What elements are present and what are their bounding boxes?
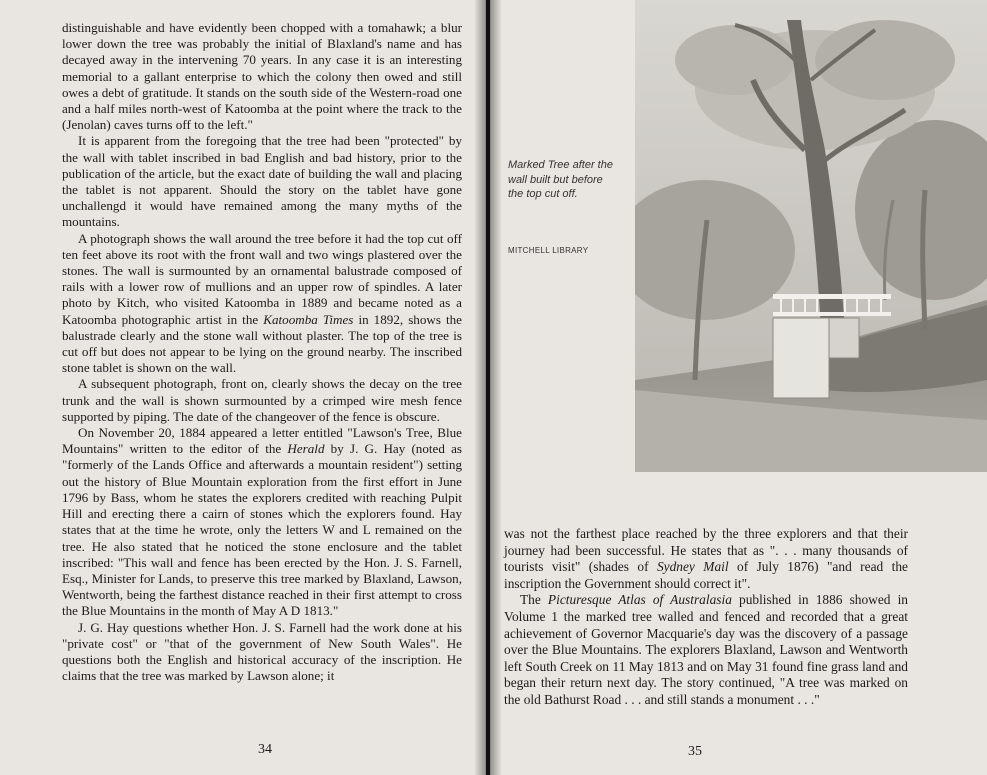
paragraph-4: A subsequent photograph, front on, clearly shows the decay on the tree trunk and the wall is shown surmounted by a crimped wire mesh fence supported by piping. The date of the changeover of the fence is obscure. — [62, 376, 462, 424]
paragraph-6: J. G. Hay questions whether Hon. J. S. Farnell had the work done at his "private cost" or "that of the government of New South Wales". He questions both the English and historical accuracy of the inscription. He claims that the tree was marked by Lawson alone; it — [62, 619, 462, 684]
paragraph-2: It is apparent from the foregoing that the tree had been "protected" by the wall with tablet inscribed in bad English and bad history, prior to the publication of the article, but the exact date of building the wall and placing the tablet is not apparent. Should the story on the tablet have gone unchallengd it would have remained among the many myths of the mountains. — [62, 133, 462, 230]
marked-tree-photo — [635, 0, 987, 472]
left-page — [0, 0, 486, 775]
paragraph-3: A photograph shows the wall around the tree before it had the top cut off ten feet above its root with the front wall and two wings plastered over the stones. The wall is surmounted by an ornamental balustrade composed of rails with a lower row of mullions and an upper row of spindles. A later photo by Kitch, who visited Katoomba in 1889 and became noted as a Katoomba photographic artist in the Katoomba Times in 1892, shows the balustrade clearly and the stone wall without plaster. The top of the tree is cut off but does not appear to be lying on the ground nearby. The inscribed stone tablet is shown on the wall. — [62, 230, 462, 376]
picturesque-atlas-title: Picturesque Atlas of Australasia — [547, 592, 732, 608]
marked-tree-illustration — [635, 0, 987, 472]
paragraph-1: distinguishable and have evidently been chopped with a tomahawk; a blur lower down the tree was probably the initial of Blaxland's name and has decayed away in the intervening 70 years. In any case it is an interesting memorial to a gallant enterprise to which the colony then owed and still owes a debt of gratitude. It stands on the south side of the Western-road one and a half miles north-west of Katoomba at the point where the track to the (Jenolan) caves turns off to the left." — [62, 20, 462, 133]
sydney-mail-title: Sydney Mail — [656, 559, 729, 575]
paragraph-8: The Picturesque Atlas of Australasia published in 1886 showed in Volume 1 the marked tree walled and fenced and recorded that a great achievement of Governor Macquarie's day was the discovery of a passage over the Blue Mountains. The explorers Blaxland, Lawson and Wentworth left South Creek on 11 May 1813 and on May 31 found fine grass land and began their return next day. The story continued, "A tree was marked on the old Bathurst Road . . . and still stands a monument . . ." — [504, 592, 908, 707]
herald-title: Herald — [287, 441, 325, 457]
paragraph-5: On November 20, 1884 appeared a letter entitled "Lawson's Tree, Blue Mountains" written to the editor of the Herald by J. G. Hay (noted as "formerly of the Lands Office and afterwards a mountain resident") setting out the history of Blue Mountain exploration from the first effort in June 1796 by Bass, whom he states the explorers credited with reaching Pulpit Hill and erecting there a cairn of stones which the explorers found. Hay states that at the time he wrote, only the letters W and L remained on the tree. He also stated that he noticed the stone enclosure and the tablet inscribed: "This wall and fence has been erected by the Hon. J. S. Farnell, Esq., Minister for Lands, to preserve this tree marked by Blaxland, Lawson, Wentworth, being the farthest distance reached in their first attempt to cross the Blue Mountains in the month of May A D 1813." — [62, 425, 462, 619]
left-page-text — [62, 20, 462, 684]
page-number-right: 35 — [688, 744, 702, 759]
book-gutter — [474, 0, 502, 775]
right-page-text — [504, 526, 908, 709]
paragraph-7: was not the farthest place reached by the three explorers and that their journey had been successful. He states that as ". . . many thousands of tourists visit" (shades of Sydney Mail of July 1876) "and read the inscription the Government should correct it". — [504, 526, 908, 591]
photo-caption: Marked Tree after the wall built but before the top cut off. — [508, 159, 613, 201]
page-number-left: 34 — [258, 742, 272, 757]
right-page — [490, 0, 987, 775]
katoomba-times-title: Katoomba Times — [263, 311, 354, 327]
photo-credit: MITCHELL LIBRARY — [508, 246, 589, 255]
